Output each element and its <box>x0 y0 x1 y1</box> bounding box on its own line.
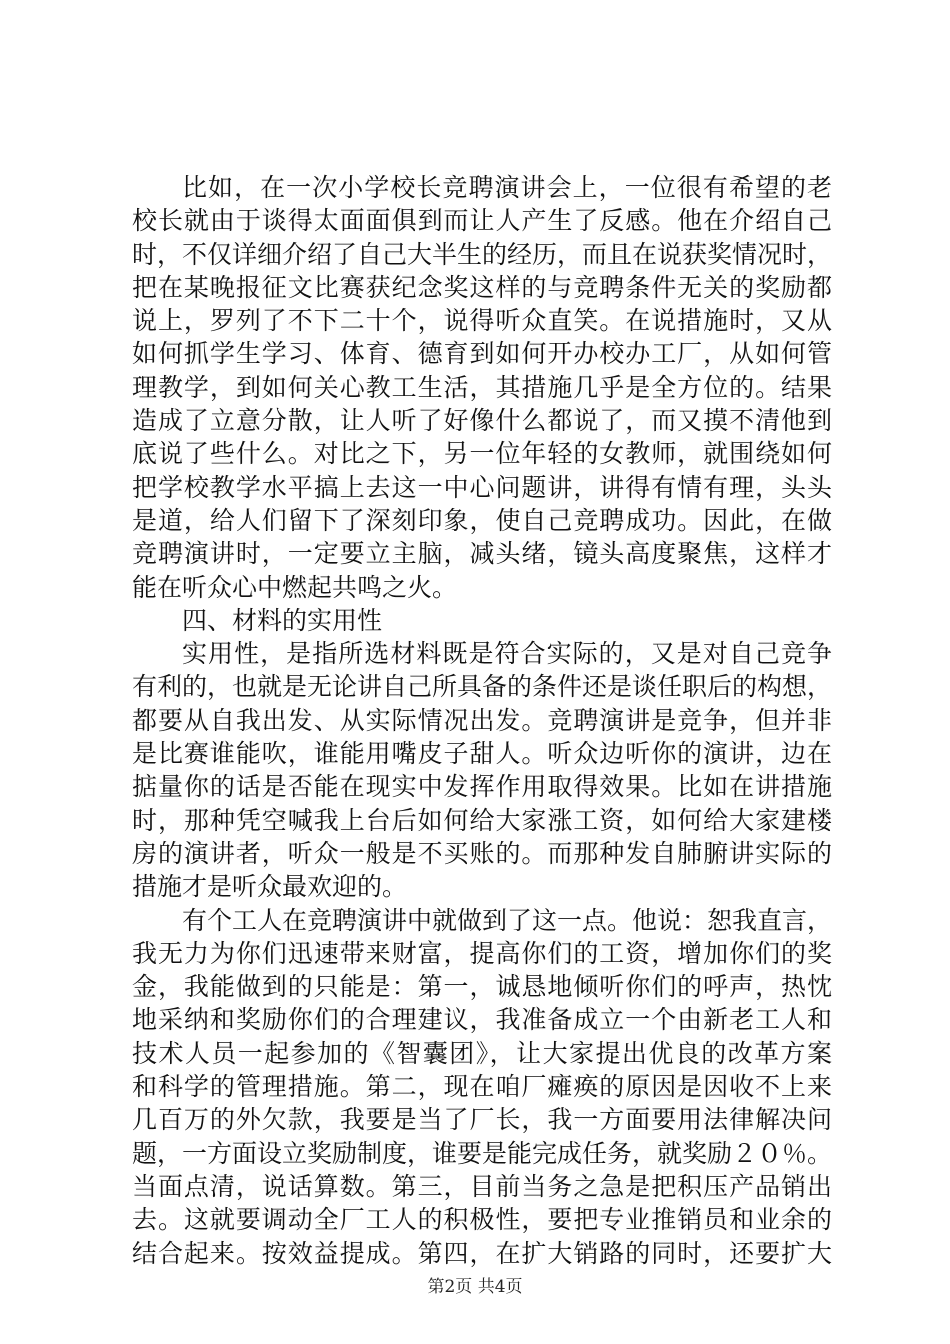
text-line: 时，那种凭空喊我上台后如何给大家涨工资，如何给大家建楼 <box>132 805 832 835</box>
document-body <box>132 171 832 1270</box>
text-line: 理教学，到如何关心教工生活，其措施几乎是全方位的。结果 <box>132 372 832 402</box>
text-line: 有个工人在竞聘演讲中就做到了这一点。他说：恕我直言， <box>182 905 833 935</box>
text-line: 校长就由于谈得太面面俱到而让人产生了反感。他在介绍自己 <box>132 206 832 236</box>
text-line: 比如，在一次小学校长竞聘演讲会上，一位很有希望的老 <box>182 173 832 202</box>
text-line: 去。这就要调动全厂工人的积极性，要把专业推销员和业余的 <box>132 1205 832 1235</box>
text-line: 房的演讲者，听众一般是不买账的。而那种发自肺腑讲实际的 <box>132 838 832 868</box>
text-line: 掂量你的话是否能在现实中发挥作用取得效果。比如在讲措施 <box>132 772 832 802</box>
text-line: 说上，罗列了不下二十个，说得听众直笑。在说措施时，又从 <box>132 306 832 336</box>
text-line: 措施才是听众最欢迎的。 <box>132 872 408 902</box>
text-line: 结合起来。按效益提成。第四，在扩大销路的同时，还要扩大 <box>132 1238 832 1268</box>
text-line: 是比赛谁能吹，谁能用嘴皮子甜人。听众边听你的演讲，边在 <box>132 739 832 769</box>
text-line: 有利的，也就是无论讲自己所具备的条件还是谈任职后的构想， <box>132 672 833 702</box>
text-line: 竞聘演讲时，一定要立主脑，减头绪，镜头高度聚焦，这样才 <box>132 539 832 569</box>
text-line: 和科学的管理措施。第二，现在咱厂瘫痪的原因是因收不上来 <box>132 1072 832 1102</box>
section-heading: 四、材料的实用性 <box>182 605 383 635</box>
text-line: 都要从自我出发、从实际情况出发。竞聘演讲是竞争，但并非 <box>132 705 832 735</box>
text-line: 地采纳和奖励你们的合理建议，我准备成立一个由新老工人和 <box>132 1005 832 1035</box>
text-line: 实用性，是指所选材料既是符合实际的，又是对自己竞争 <box>182 639 832 669</box>
text-line: 把在某晚报征文比赛获纪念奖这样的与竞聘条件无关的奖励都 <box>132 272 832 302</box>
text-line: 是道，给人们留下了深刻印象，使自己竞聘成功。因此，在做 <box>132 505 832 535</box>
text-line: 我无力为你们迅速带来财富，提高你们的工资，增加你们的奖 <box>132 938 832 968</box>
page-footer: 第2页 共4页 <box>427 1277 523 1297</box>
text-line: 当面点清，说话算数。第三，目前当务之急是把积压产品销出 <box>132 1171 832 1201</box>
text-line: 技术人员一起参加的《智囊团》，让大家提出优良的改革方案 <box>132 1038 832 1068</box>
text-line: 金，我能做到的只能是：第一，诚恳地倾听你们的呼声，热忱 <box>132 972 832 1002</box>
text-line: 时，不仅详细介绍了自己大半生的经历，而且在说获奖情况时， <box>132 239 833 269</box>
text-line: 能在听众心中燃起共鸣之火。 <box>132 572 458 602</box>
text-line: 如何抓学生学习、体育、德育到如何开办校办工厂，从如何管 <box>132 339 832 369</box>
text-line: 几百万的外欠款，我要是当了厂长，我一方面要用法律解决问 <box>132 1105 832 1135</box>
text-line: 底说了些什么。对比之下，另一位年轻的女教师，就围绕如何 <box>132 439 832 469</box>
text-line: 把学校教学水平搞上去这一中心问题讲，讲得有情有理，头头 <box>132 472 832 502</box>
text-line: 造成了立意分散，让人听了好像什么都说了，而又摸不清他到 <box>132 406 832 436</box>
text-line: 题，一方面设立奖励制度，谁要是能完成任务，就奖励２０％。 <box>132 1138 833 1168</box>
